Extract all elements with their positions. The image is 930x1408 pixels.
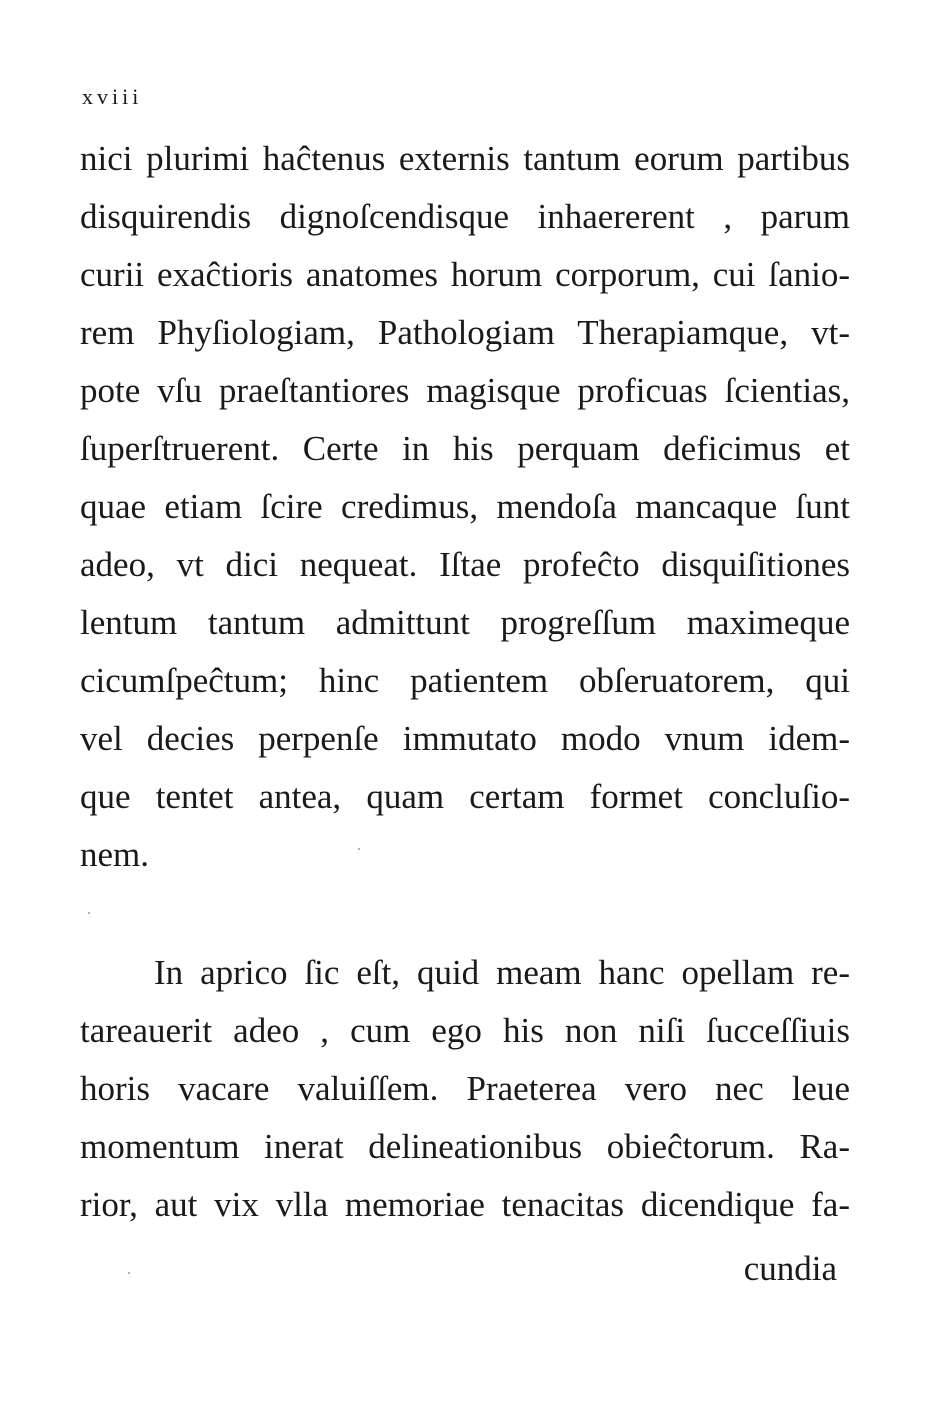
text-line: nem. [80,835,150,874]
text-line: curii exaĉtioris anatomes horum corporum, cui ſanio- [80,255,850,294]
paper-speck [358,848,360,850]
text-line: adeo, vt dici nequeat. Iſtae profeĉto disquiſitiones [80,545,850,584]
text-line: cicumſpeĉtum; hinc patientem obſeruatorem, qui [80,661,850,700]
paper-speck [88,912,90,914]
text-line: ſuperſtruerent. Certe in his perquam deficimus et [80,429,850,468]
text-line: nici plurimi haĉtenus externis tantum eorum partibus [80,139,850,178]
text-line: momentum inerat delineationibus obieĉtorum. Ra- [80,1127,850,1166]
text-line: rem Phyſiologiam, Pathologiam Therapiamque, vt- [80,313,850,352]
text-line: tareauerit adeo , cum ego his non niſi ſucceſſiuis [80,1011,850,1050]
text-line: vel decies perpenſe immutato modo vnum idem- [80,719,850,758]
text-line: lentum tantum admittunt progreſſum maximeque [80,603,850,642]
text-line: rior, aut vix vlla memoriae tenacitas dicendique fa- [80,1185,850,1224]
paper-speck [128,1272,130,1274]
text-line: quae etiam ſcire credimus, mendoſa mancaque ſunt [80,487,850,526]
page-number: xviii [82,84,143,109]
text-line: horis vacare valuiſſem. Praeterea vero nec leue [80,1069,850,1108]
catchword: cundia [743,1249,837,1288]
text-line: In aprico ſic eſt, quid meam hanc opellam re- [154,953,850,992]
text-line: pote vſu praeſtantiores magisque proficuas ſcientias, [80,371,850,410]
text-line: que tentet antea, quam certam formet concluſio- [80,777,850,816]
text-line: disquirendis dignoſcendisque inhaererent , parum [80,197,850,236]
